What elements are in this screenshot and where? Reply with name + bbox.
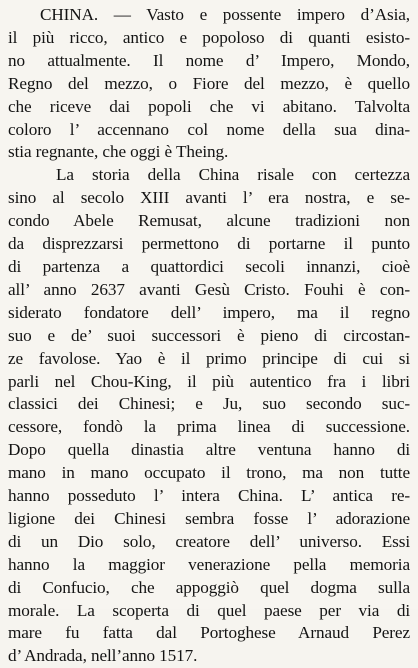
text-line: cessore, fondò la prima linea di successione. [8,417,410,437]
text-line: no attualmente. Il nome d’ Impero, Mondo, [8,50,410,70]
text-line: siderato fondatore dell’ impero, ma il regno [8,302,410,322]
text-line: hanno la maggior venerazione pella memoria [8,554,410,574]
text-line: Regno del mezzo, o Fiore del mezzo, è quello [8,73,410,93]
text-line: Dopo quella dinastia altre ventuna hanno di [8,440,410,460]
article-text [8,4,410,668]
text-line: ligione dei Chinesi sembra fosse l’ adorazione [8,508,410,528]
text-line: morale. La scoperta di quel paese per via di [8,600,410,620]
text-line: classici dei Chinesi; e Ju, suo secondo suc- [8,394,410,414]
text-line: La storia della China risale con certezza [56,165,410,185]
text-line: il più ricco, antico e popoloso di quanti esisto- [8,27,410,47]
text-line: stia regnante, che oggi è Theing. [8,142,229,162]
text-line: ze favolose. Yao è il primo principe di cui si [8,348,410,368]
text-line: CHINA. — Vasto e possente impero d’Asia, [40,5,410,24]
text-line: mano in mano occupato il trono, ma non tutte [8,463,410,483]
text-line: all’ anno 2637 avanti Gesù Cristo. Fouhi è con- [8,279,410,299]
paragraph-1 [8,4,410,164]
text-line: che riceve dai popoli che vi abitano. Talvolta [8,96,410,116]
text-line: di un Dio solo, creatore dell’ universo. Essi [8,531,410,551]
text-line: di Confucio, che appoggiò quel dogma sulla [8,577,410,597]
text-line: suo e de’ suoi successori è pieno di circostan- [8,325,410,345]
text-line: da disprezzarsi permettono di portarne il punto [8,234,410,254]
text-line: d’ Andrada, nell’anno 1517. [8,646,198,666]
text-line: coloro l’ accennano col nome della sua dina- [8,119,410,139]
text-line: di partenza a quattordici secoli innanzi, cioè [8,256,410,276]
text-line: parli nel Chou-King, il più autentico fra i libri [8,371,410,391]
text-line: hanno posseduto l’ intera China. L’ antica re- [8,486,410,506]
text-line: condo Abele Remusat, alcune tradizioni non [8,211,410,231]
text-line: sino al secolo XIII avanti l’ era nostra, e se- [8,188,410,208]
text-line: mare fu fatta dal Portoghese Arnaud Perez [8,623,410,643]
paragraph-2 [8,164,410,668]
